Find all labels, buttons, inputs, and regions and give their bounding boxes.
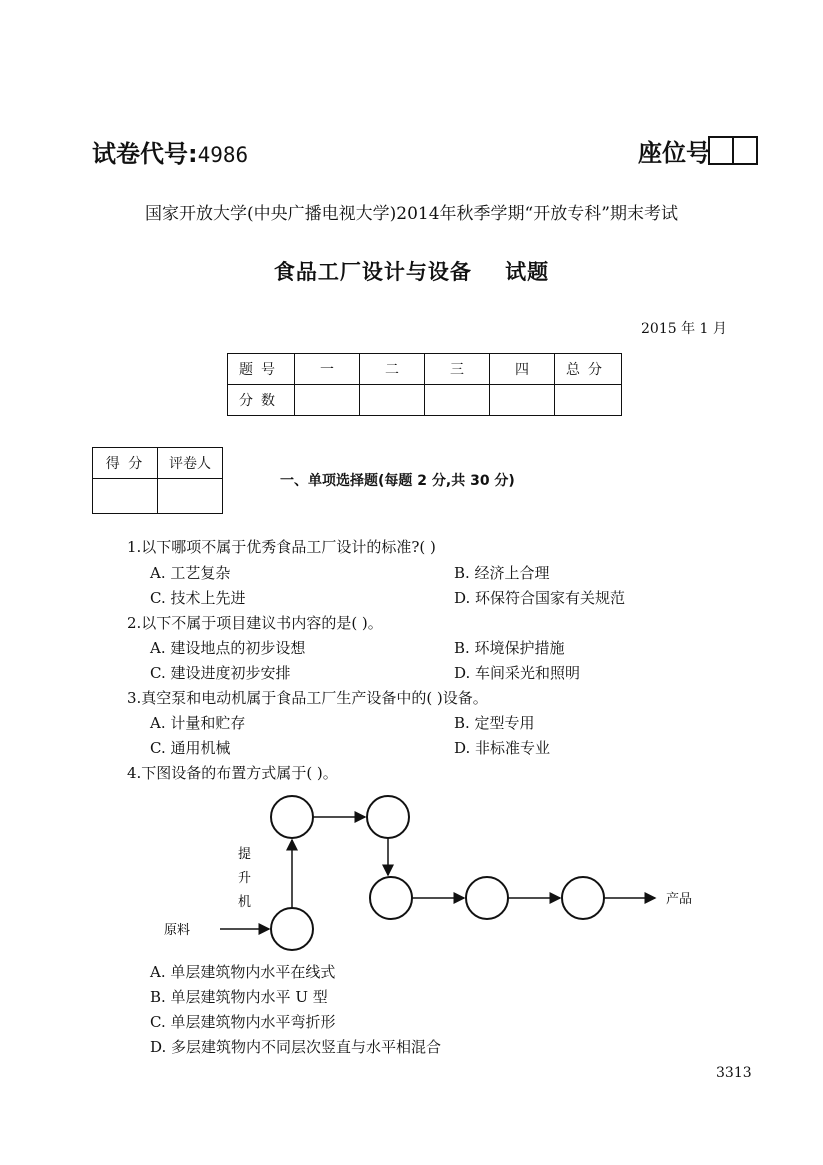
option-3d: D. 非标准专业 bbox=[454, 739, 551, 757]
score-cell-4: 四 bbox=[490, 354, 555, 385]
option-2d: D. 车间采光和照明 bbox=[454, 664, 581, 682]
grader-value-row bbox=[93, 479, 223, 514]
exam-code-value: 4986 bbox=[197, 143, 249, 167]
exam-date: 2015 年 1 月 bbox=[641, 321, 727, 337]
seat-number-label: 座位号 bbox=[638, 139, 710, 167]
equipment-node-lift-base bbox=[271, 908, 313, 950]
option-1b: B. 经济上合理 bbox=[454, 564, 550, 582]
option-1a: A. 工艺复杂 bbox=[150, 564, 231, 582]
raw-material-label: 原料 bbox=[164, 923, 191, 938]
exam-subtitle: 国家开放大学(中央广播电视大学)2014年秋季学期“开放专科”期末考试 bbox=[145, 204, 678, 224]
option-4a: A. 单层建筑物内水平在线式 bbox=[150, 963, 336, 981]
layout-flow-diagram bbox=[150, 780, 710, 960]
option-2b: B. 环境保护措施 bbox=[454, 639, 565, 657]
equipment-node-row-3 bbox=[562, 877, 604, 919]
score-value-3 bbox=[425, 385, 490, 416]
equipment-node-row-2 bbox=[466, 877, 508, 919]
question-stem-2: 2.以下不属于项目建议书内容的是( )。 bbox=[127, 614, 383, 632]
score-value-2 bbox=[360, 385, 425, 416]
score-value-4 bbox=[490, 385, 555, 416]
grader-name-label: 评卷人 bbox=[158, 448, 223, 479]
seat-box-1 bbox=[708, 136, 734, 165]
score-value-total bbox=[555, 385, 622, 416]
seat-box-2 bbox=[732, 136, 758, 165]
page-number: 3313 bbox=[716, 1065, 752, 1081]
exam-code bbox=[92, 134, 248, 169]
option-3c: C. 通用机械 bbox=[150, 739, 231, 757]
question-stem-4: 4.下图设备的布置方式属于( )。 bbox=[127, 764, 338, 782]
score-table bbox=[227, 353, 622, 416]
exam-code-label: 试卷代号: bbox=[92, 140, 198, 168]
score-cell-1: 一 bbox=[295, 354, 360, 385]
equipment-node-top-2 bbox=[367, 796, 409, 838]
score-table-value-row bbox=[228, 385, 622, 416]
grader-table bbox=[92, 447, 223, 514]
equipment-node-top-1 bbox=[271, 796, 313, 838]
grader-score-label: 得 分 bbox=[93, 448, 158, 479]
option-4b: B. 单层建筑物内水平 U 型 bbox=[150, 988, 328, 1006]
option-1d: D. 环保符合国家有关规范 bbox=[454, 589, 626, 607]
product-label: 产品 bbox=[666, 892, 693, 907]
grader-score-value bbox=[93, 479, 158, 514]
grader-name-value bbox=[158, 479, 223, 514]
score-cell-3: 三 bbox=[425, 354, 490, 385]
grader-header-row bbox=[93, 448, 223, 479]
option-1c: C. 技术上先进 bbox=[150, 589, 246, 607]
section-heading: 一、单项选择题(每题 2 分,共 30 分) bbox=[280, 473, 515, 489]
score-table-header-row bbox=[228, 354, 622, 385]
lift-label-1: 提 bbox=[238, 847, 252, 862]
lift-label-2: 升 bbox=[238, 871, 252, 886]
score-cell-label: 题号 bbox=[228, 354, 295, 385]
seat-number bbox=[638, 133, 758, 168]
equipment-node-row-1 bbox=[370, 877, 412, 919]
option-3a: A. 计量和贮存 bbox=[150, 714, 246, 732]
option-2c: C. 建设进度初步安排 bbox=[150, 664, 291, 682]
question-stem-1: 1.以下哪项不属于优秀食品工厂设计的标准?( ) bbox=[127, 538, 436, 556]
score-value-1 bbox=[295, 385, 360, 416]
question-stem-3: 3.真空泵和电动机属于食品工厂生产设备中的( )设备。 bbox=[127, 689, 488, 707]
exam-title: 食品工厂设计与设备 试题 bbox=[273, 260, 550, 284]
option-3b: B. 定型专用 bbox=[454, 714, 535, 732]
option-2a: A. 建设地点的初步设想 bbox=[150, 639, 306, 657]
option-4d: D. 多层建筑物内不同层次竖直与水平相混合 bbox=[150, 1038, 442, 1056]
lift-label-3: 机 bbox=[238, 895, 252, 910]
score-cell-2: 二 bbox=[360, 354, 425, 385]
score-row-label: 分数 bbox=[228, 385, 295, 416]
score-cell-total: 总分 bbox=[555, 354, 622, 385]
option-4c: C. 单层建筑物内水平弯折形 bbox=[150, 1013, 336, 1031]
